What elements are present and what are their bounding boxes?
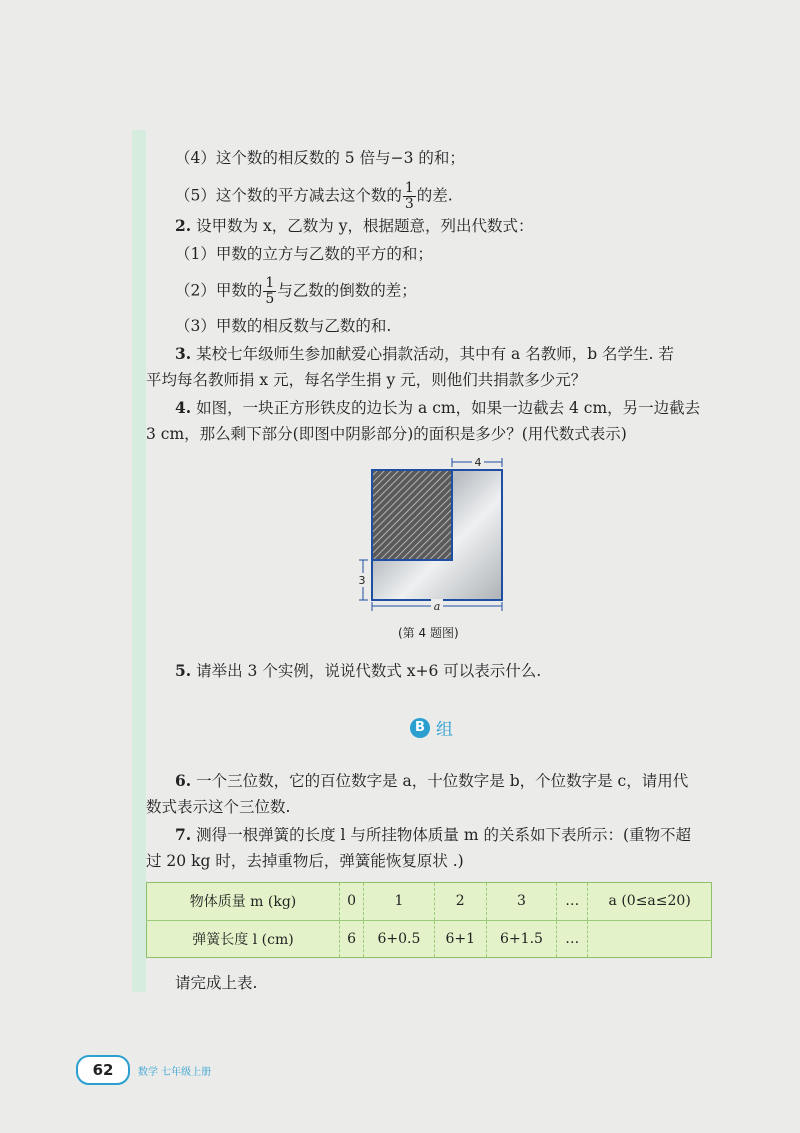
table-cell: 3 — [486, 883, 556, 921]
question-2-1: （1）甲数的立方与乙数的平方的和； — [175, 245, 433, 263]
fraction-one-fifth — [263, 276, 276, 307]
group-badge: B — [410, 718, 430, 738]
group-label: 组 — [436, 720, 453, 740]
q1-5-pre: （5）这个数的平方减去这个数的 — [175, 186, 402, 205]
frac-den: 5 — [265, 291, 275, 307]
question-1-5 — [175, 181, 453, 212]
q6-text: 一个三位数，它的百位数字是 a，十位数字是 b，个位数字是 c，请用代 — [191, 772, 689, 790]
table-row — [147, 883, 712, 921]
question-2-3: （3）甲数的相反数与乙数的和. — [175, 317, 392, 335]
table-cell: 6+1 — [434, 920, 486, 958]
page-footer — [76, 1055, 211, 1085]
q6-number: 6. — [175, 771, 192, 790]
table-cell: … — [557, 920, 588, 958]
frac-num: 1 — [404, 180, 414, 196]
page-number: 62 — [76, 1055, 130, 1085]
table-row — [147, 920, 712, 958]
question-7-line-1 — [175, 824, 691, 846]
table-cell: 6+0.5 — [364, 920, 434, 958]
table-cell: a (0≤a≤20) — [588, 883, 712, 921]
q2-2-pre: （2）甲数的 — [175, 281, 263, 300]
table-cell: 6 — [340, 920, 364, 958]
table-cell: 0 — [340, 883, 364, 921]
q5-number: 5. — [175, 661, 192, 680]
question-2 — [175, 215, 533, 237]
q2-2-post: 与乙数的倒数的差； — [277, 281, 417, 300]
table-cell — [588, 920, 712, 958]
shaded-region — [372, 470, 452, 560]
question-6-line-1 — [175, 770, 688, 792]
dimension-side-label: 3 — [358, 574, 366, 587]
q2-text: 设甲数为 x，乙数为 y，根据题意，列出代数式： — [191, 217, 534, 235]
question-2-2 — [175, 276, 417, 307]
figure-caption: (第 4 题图) — [398, 626, 459, 640]
question-3-line-2: 平均每名教师捐 x 元，每名学生捐 y 元，则他们共捐款多少元？ — [146, 371, 587, 389]
dimension-bottom-label: a — [433, 600, 441, 613]
spring-data-table — [146, 882, 712, 958]
square-figure — [350, 455, 520, 625]
table-cell: 2 — [434, 883, 486, 921]
side-margin-bar — [132, 130, 146, 992]
q3-text: 某校七年级师生参加献爱心捐款活动，其中有 a 名教师，b 名学生. 若 — [191, 345, 674, 363]
q5-text: 请举出 3 个实例，说说代数式 x+6 可以表示什么. — [191, 662, 542, 680]
q1-5-post: 的差. — [416, 186, 453, 205]
question-4-line-2: 3 cm，那么剩下部分(即图中阴影部分)的面积是多少？(用代数式表示) — [146, 425, 627, 443]
table-cell: 6+1.5 — [486, 920, 556, 958]
q2-number: 2. — [175, 216, 192, 235]
group-b-heading — [410, 715, 453, 740]
q4-number: 4. — [175, 398, 192, 417]
fraction-one-third — [403, 181, 416, 212]
table-cell: 弹簧长度 l (cm) — [192, 931, 294, 948]
table-cell: 物体质量 m (kg) — [147, 883, 340, 921]
question-5 — [175, 660, 541, 682]
question-6-line-2: 数式表示这个三位数. — [146, 798, 291, 816]
table-cell: 1 — [364, 883, 434, 921]
frac-num: 1 — [265, 275, 275, 291]
question-1-4: （4）这个数的相反数的 5 倍与−3 的和； — [175, 149, 465, 167]
q4-text: 如图，一块正方形铁皮的边长为 a cm，如果一边截去 4 cm，另一边截去 — [191, 399, 701, 417]
q3-number: 3. — [175, 344, 192, 363]
question-7-line-2: 过 20 kg 时，去掉重物后，弹簧能恢复原状 .) — [146, 852, 464, 870]
footer-book-title: 数学 七年级上册 — [138, 1066, 212, 1078]
q7-number: 7. — [175, 825, 192, 844]
table-cell: … — [557, 883, 588, 921]
question-7-after: 请完成上表. — [175, 974, 258, 992]
question-4-line-1 — [175, 397, 700, 419]
q7-text: 测得一根弹簧的长度 l 与所挂物体质量 m 的关系如下表所示：(重物不超 — [191, 826, 692, 844]
question-3-line-1 — [175, 343, 674, 365]
frac-den: 3 — [404, 196, 414, 212]
dimension-top-label: 4 — [474, 456, 482, 469]
